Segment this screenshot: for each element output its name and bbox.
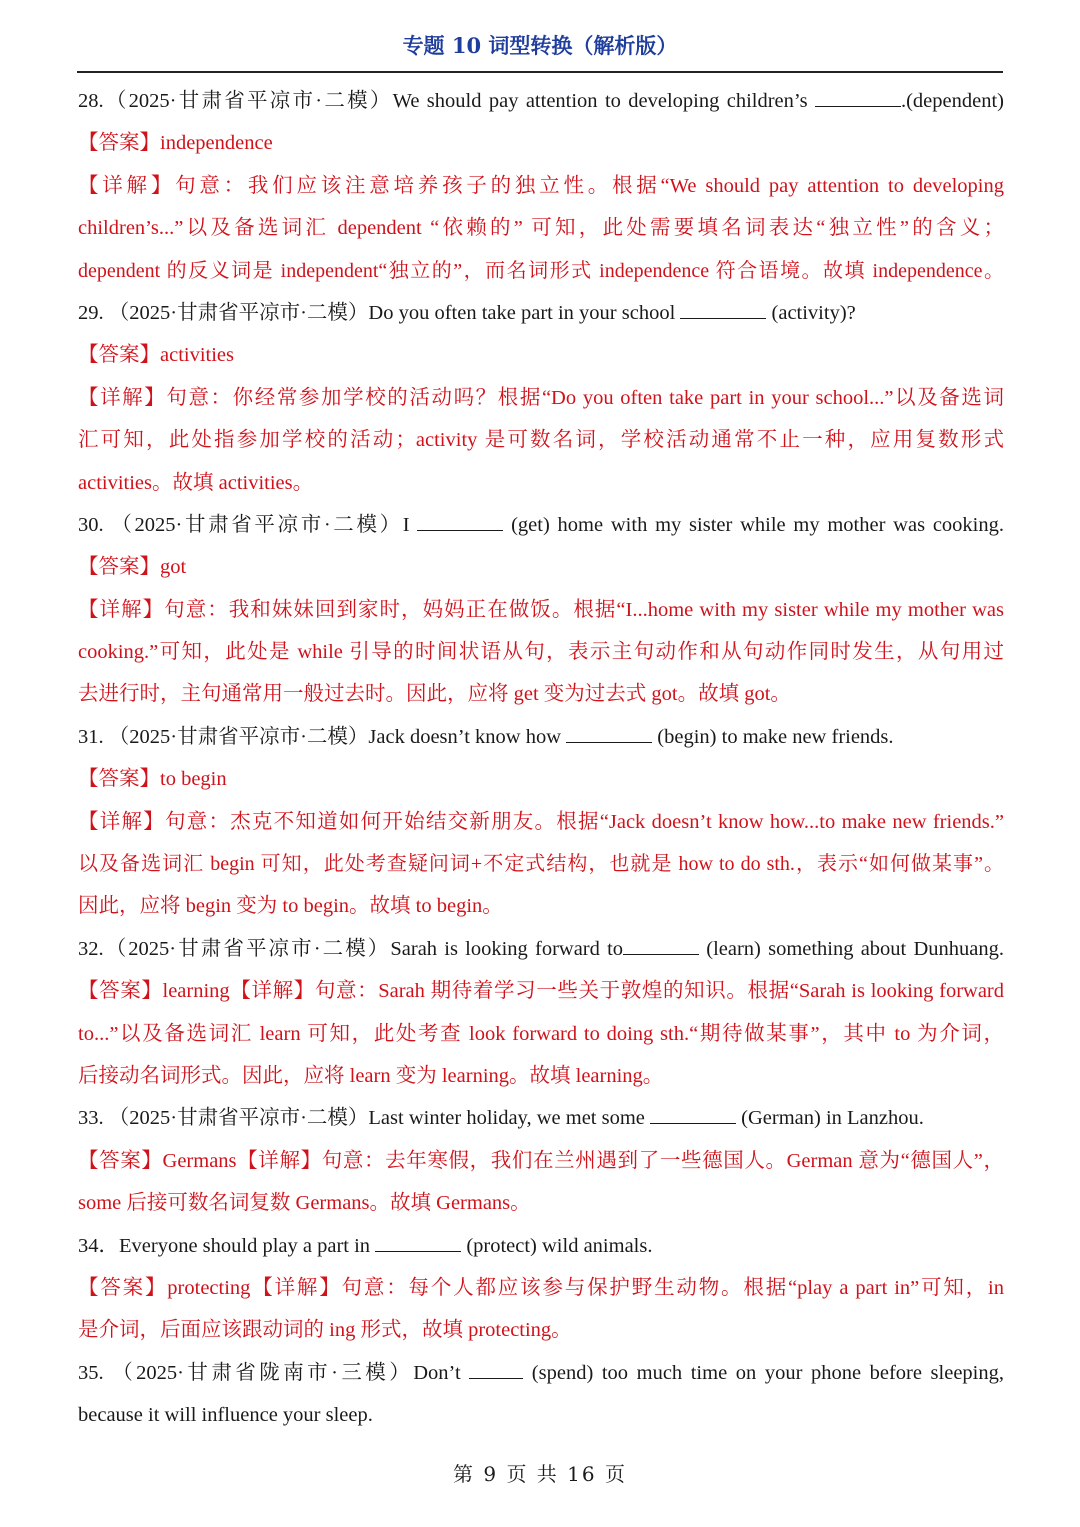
question-33-answer-detail: 【答案】Germans【详解】句意：去年寒假，我们在兰州遇到了一些德国人。German 意为“德国人”， [78, 1149, 1004, 1172]
question-31-detail-line: 因此，应将 begin 变为 to begin。故填 to begin。 [78, 895, 503, 918]
question-30-answer: 【答案】got [78, 556, 187, 579]
question-34-detail-line: 是介词，后面应该跟动词的 ing 形式，故填 protecting。 [78, 1319, 572, 1342]
question-33-detail-line: some 后接可数名词复数 Germans。故填 Germans。 [78, 1192, 531, 1215]
question-28-answer: 【答案】independence [78, 132, 273, 155]
question-35-stem-continued: because it will influence your sleep. [78, 1404, 373, 1427]
question-28-stem: 28.（2025·甘肃省平凉市·二模）We should pay attention to developing children’s .(dependent) [78, 80, 1004, 122]
answer-blank [623, 932, 699, 955]
question-32-answer-detail: 【答案】learning【详解】句意：Sarah 期待着学习一些关于敦煌的知识。根据“Sarah is looking forward [78, 980, 1004, 1003]
question-30-detail-line: 【详解】句意：我和妹妹回到家时，妈妈正在做饭。根据“I...home with my sister while my mother was [78, 598, 1004, 621]
answer-blank [650, 1101, 736, 1124]
question-31-detail-line: 【详解】句意：杰克不知道如何开始结交新朋友。根据“Jack doesn’t know how...to make new friends.” [78, 810, 1004, 833]
question-32-detail-line: 后接动名词形式。因此，应将 learn 变为 learning。故填 learning。 [78, 1064, 664, 1087]
question-30-stem: 30. （2025·甘肃省平凉市·二模）I (get) home with my sister while my mother was cooking. [78, 504, 1004, 546]
question-32-stem: 32.（2025·甘肃省平凉市·二模）Sarah is looking forward to (learn) something about Dunhuang. [78, 928, 1004, 970]
question-34-stem: 34．Everyone should play a part in (protect) wild animals. [78, 1225, 1004, 1267]
answer-blank [815, 84, 901, 107]
question-35-stem: 35. （2025·甘肃省陇南市·三模）Don’t (spend) too much time on your phone before sleeping, [78, 1352, 1004, 1394]
question-29-detail-line: 汇可知，此处指参加学校的活动；activity 是可数名词，学校活动通常不止一种，应用复数形式 [78, 429, 1004, 452]
question-34-answer-detail: 【答案】protecting【详解】句意：每个人都应该参与保护野生动物。根据“play a part in”可知，in [78, 1276, 1004, 1299]
question-29-detail-line: 【详解】句意：你经常参加学校的活动吗？根据“Do you often take part in your school...”以及备选词 [78, 386, 1004, 409]
question-31-stem: 31. （2025·甘肃省平凉市·二模）Jack doesn’t know how (begin) to make new friends. [78, 716, 1004, 758]
question-29-answer: 【答案】activities [78, 344, 235, 367]
question-31-answer: 【答案】to begin [78, 768, 227, 791]
document-body [78, 80, 1004, 1437]
question-30-detail-line: cooking.”可知，此处是 while 引导的时间状语从句，表示主句动作和从句动作同时发生，从句用过 [78, 641, 1004, 664]
question-31-detail-line: 以及备选词汇 begin 可知，此处考查疑问词+不定式结构，也就是 how to do sth.，表示“如何做某事”。 [78, 853, 1004, 876]
answer-blank [469, 1356, 523, 1379]
page-number: 第 9 页 共 16 页 [453, 1462, 627, 1486]
question-28-detail-line: dependent 的反义词是 independent“独立的”，而名词形式 independence 符合语境。故填 independence。 [78, 259, 1004, 282]
answer-blank [417, 508, 503, 531]
question-32-detail-line: to...”以及备选词汇 learn 可知，此处考查 look forward to doing sth.“期待做某事”，其中 to 为介词， [78, 1022, 1004, 1045]
question-33-stem: 33. （2025·甘肃省平凉市·二模）Last winter holiday, we met some (German) in Lanzhou. [78, 1097, 1004, 1139]
question-30-detail-line: 去进行时，主句通常用一般过去时。因此，应将 get 变为过去式 got。故填 got。 [78, 683, 791, 706]
answer-blank [680, 296, 766, 319]
answer-blank [375, 1229, 461, 1252]
question-28-detail-line: children’s...”以及备选词汇 dependent “依赖的” 可知，此处需要填名词表达“独立性”的含义； [78, 217, 1004, 240]
answer-blank [566, 720, 652, 743]
question-28-detail-line: 【详解】句意：我们应该注意培养孩子的独立性。根据“We should pay attention to developing [78, 174, 1004, 197]
question-29-detail-line: activities。故填 activities。 [78, 471, 314, 494]
page-title: 专题 10 词型转换（解析版） [402, 33, 678, 58]
header-divider [77, 71, 1003, 73]
question-29-stem: 29. （2025·甘肃省平凉市·二模）Do you often take part in your school (activity)? [78, 292, 1004, 334]
